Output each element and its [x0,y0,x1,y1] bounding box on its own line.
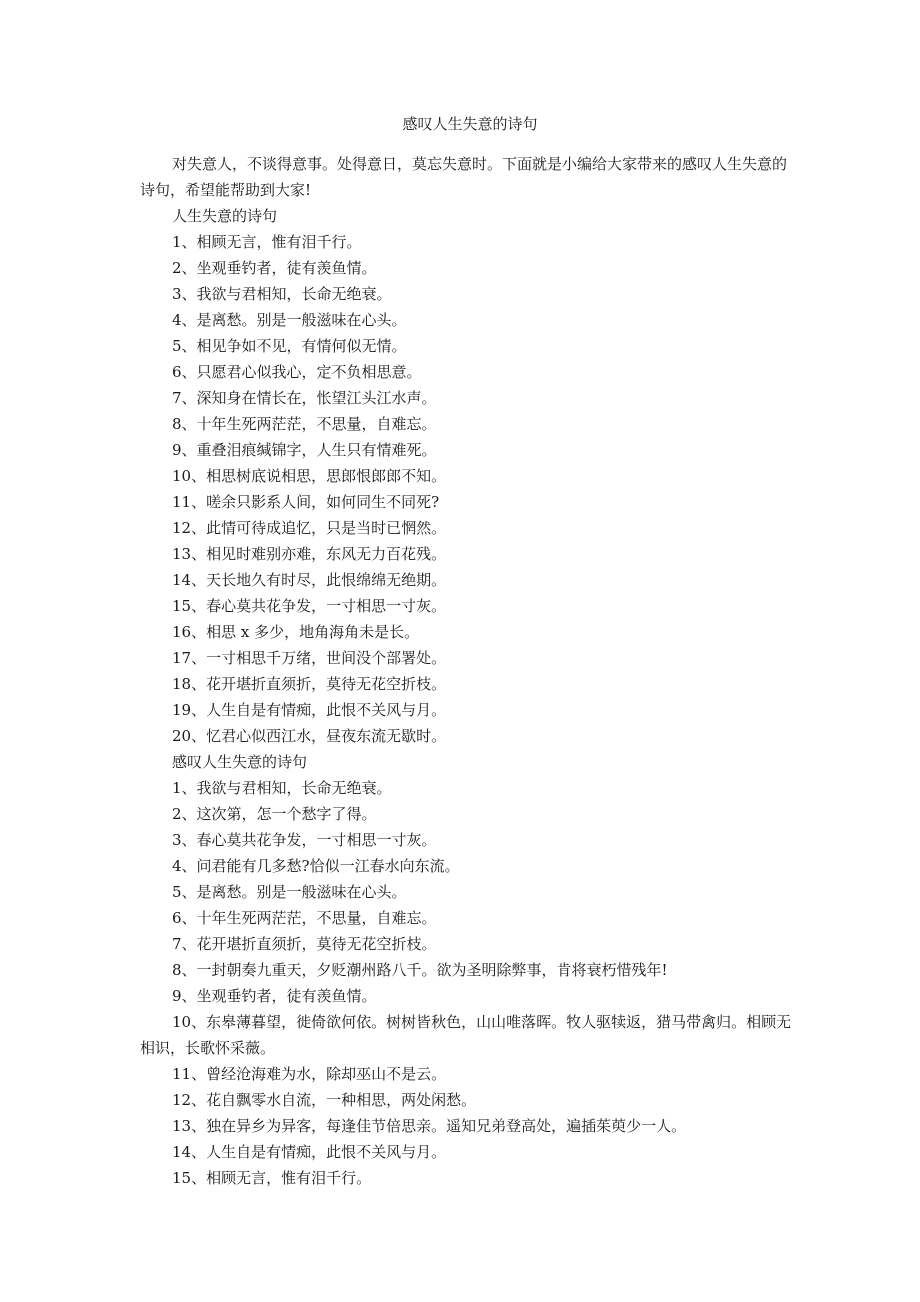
poem-line: 5、相见争如不见，有情何似无情。 [172,337,407,355]
poem-line: 9、重叠泪痕缄锦字，人生只有情难死。 [172,441,437,459]
intro-paragraph: 对失意人，不谈得意事。处得意日，莫忘失意时。下面就是小编给大家带来的感叹人生失意的诗句，希望能帮助到大家! [140,155,788,199]
section-heading: 感叹人生失意的诗句 [172,753,308,771]
poem-line: 9、坐观垂钓者，徒有羡鱼情。 [172,987,377,1005]
poem-line: 11、曾经沧海难为水，除却巫山不是云。 [172,1065,447,1083]
poem-line: 3、我欲与君相知，长命无绝衰。 [172,285,392,303]
poem-line: 17、一寸相思千万绪，世间没个部署处。 [172,649,447,667]
poem-line: 15、相顾无言，惟有泪千行。 [172,1169,372,1187]
poem-line: 3、春心莫共花争发，一寸相思一寸灰。 [172,831,437,849]
poem-line: 8、一封朝奏九重天，夕贬潮州路八千。欲为圣明除弊事，肯将衰朽惜残年! [172,961,668,979]
poem-line: 1、相顾无言，惟有泪千行。 [172,233,362,251]
poem-line: 2、坐观垂钓者，徒有羡鱼情。 [172,259,377,277]
poem-line: 8、十年生死两茫茫，不思量，自难忘。 [172,415,437,433]
poem-line: 7、深知身在情长在，怅望江头江水声。 [172,389,437,407]
section-heading: 人生失意的诗句 [172,207,278,225]
poem-line: 12、此情可待成追忆，只是当时已惘然。 [172,519,447,537]
poem-line: 14、天长地久有时尽，此恨绵绵无绝期。 [172,571,447,589]
poem-line: 11、嗟余只影系人间，如何同生不同死? [172,493,440,511]
poem-line: 12、花自飘零水自流，一种相思，两处闲愁。 [172,1091,477,1109]
poem-line: 1、我欲与君相知，长命无绝衰。 [172,779,392,797]
poem-line: 18、花开堪折直须折，莫待无花空折枝。 [172,675,447,693]
poem-line: 13、相见时难别亦难，东风无力百花残。 [172,545,447,563]
poem-line: 19、人生自是有情痴，此恨不关风与月。 [172,701,447,719]
poem-line: 6、只愿君心似我心，定不负相思意。 [172,363,422,381]
document-page [140,111,800,1191]
poem-line: 7、花开堪折直须折，莫待无花空折枝。 [172,935,437,953]
poem-line: 4、是离愁。别是一般滋味在心头。 [172,311,407,329]
poem-line: 4、问君能有几多愁?恰似一江春水向东流。 [172,857,460,875]
poem-line: 5、是离愁。别是一般滋味在心头。 [172,883,407,901]
poem-line: 15、春心莫共花争发，一寸相思一寸灰。 [172,597,447,615]
poem-line: 2、这次第，怎一个愁字了得。 [172,805,377,823]
poem-line: 20、忆君心似西江水，昼夜东流无歇时。 [172,727,447,745]
poem-line: 16、相思 x 多少，地角海角未是长。 [172,623,420,641]
poem-line: 10、东皋薄暮望，徙倚欲何依。树树皆秋色，山山唯落晖。牧人驱犊返，猎马带禽归。相顾无相识，长歌怀采薇。 [140,1013,792,1057]
poem-line: 10、相思树底说相思，思郎恨郎郎不知。 [172,467,447,485]
poem-line: 14、人生自是有情痴，此恨不关风与月。 [172,1143,447,1161]
poem-line: 13、独在异乡为异客，每逢佳节倍思亲。遥知兄弟登高处，遍插茱萸少一人。 [172,1117,687,1135]
document-title: 感叹人生失意的诗句 [402,115,538,133]
poem-line: 6、十年生死两茫茫，不思量，自难忘。 [172,909,437,927]
